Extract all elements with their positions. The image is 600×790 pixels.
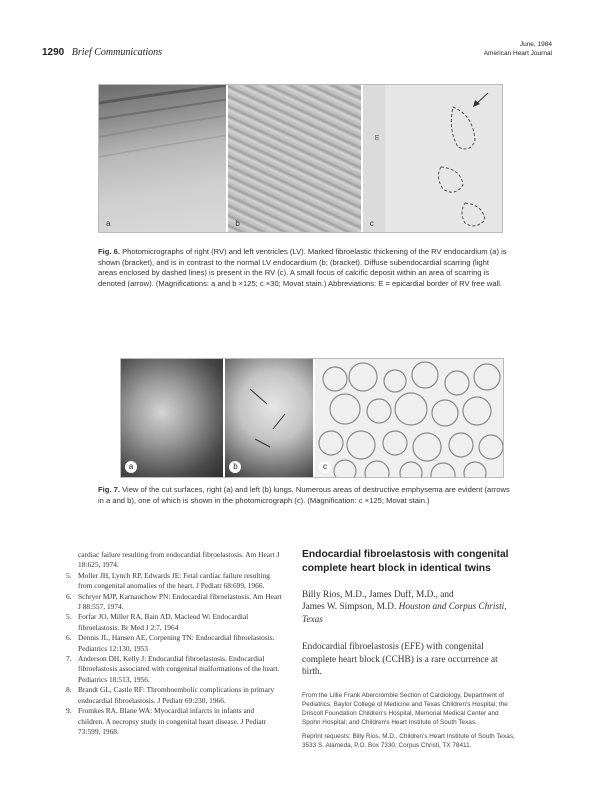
figure-6-panel-b	[228, 85, 362, 232]
running-header-right	[484, 40, 552, 58]
reprint-requests: Reprint requests: Billy Rios, M.D., Children's Heart Institute of South Texas, 3533 S. Alameda, P.O. Box 7330, Corpus Christi, TX 78411.	[302, 733, 515, 749]
figure-7-label-b: b	[229, 461, 241, 473]
figure-7-caption-text: View of the cut surfaces, right (a) and left (b) lungs. Numerous areas of destructive emphysema are evident (arrows in a and b), one of which is shown in the photomicrograph (c). (Magnification: c ×125; Movat stain.)	[98, 485, 510, 505]
figure-7-caption-label: Fig. 7.	[98, 485, 120, 494]
alveolar-network	[315, 359, 503, 477]
running-header-left	[42, 47, 162, 58]
author-location: Houston and Corpus Christi, Texas	[302, 602, 507, 625]
journal-name: American Heart Journal	[483, 50, 552, 57]
figure-7-label-a: a	[125, 461, 137, 473]
endocardium-texture-a	[99, 85, 228, 232]
figure-6-label-c: c	[369, 219, 374, 228]
page-number: 1290	[42, 47, 65, 58]
author-line-2: James W. Simpson, M.D.	[302, 602, 397, 613]
figure-7-panel-a	[121, 359, 225, 477]
figure-7-caption	[98, 485, 510, 506]
issue-date: June, 1984	[519, 41, 552, 48]
figure-7-panel-b	[225, 359, 315, 477]
figure-6-panel-c	[363, 85, 502, 232]
figure-7-lung-sections	[120, 358, 504, 478]
figure-6-label-b: b	[235, 219, 240, 228]
reference-item: 8. Brandt GL, Castle RF: Thromboembolic complications in primary endocardial fibroelastosis. J Pediatr 69:230, 1966.	[66, 685, 275, 705]
reference-item: 6. Schryer MJP, Karnauchow PN: Endocardial fibroelastosis. Am Heart J 88:557, 1974.	[66, 591, 282, 612]
author-line-1: Billy Rios, M.D., James Duff, M.D., and	[302, 590, 454, 600]
epicardial-border-label: E	[374, 135, 380, 142]
figure-6-panel-a	[99, 85, 228, 232]
figure-6-label-a: a	[106, 219, 111, 228]
figure-6-photomicrographs	[98, 84, 503, 233]
figure-7-panel-c	[315, 359, 503, 477]
emphysema-arrows	[225, 359, 315, 477]
article-authors	[302, 589, 517, 626]
reference-item: 6. Dennis JL, Hansen AE, Corpening TN: Endocardial fibroelastosis. Pediatrics 12:130, 1953	[66, 633, 275, 653]
reference-item: 5. Moller JH, Lynch RP, Edwards JE: Fetal cardiac failure resulting from congenital anomalies of the heart. J Pediatr 68:699, 1966.	[66, 570, 270, 591]
reference-item: cardiac failure resulting from endocardial fibroelastosis. Am Heart J 18:625, 1974.	[78, 550, 280, 570]
figure-7-label-c: c	[319, 461, 331, 473]
section-title: Brief Communications	[71, 47, 163, 58]
figure-6-caption-label: Fig. 6.	[98, 247, 120, 256]
article-title: Endocardial fibroelastosis with congenital complete heart block in identical twins	[302, 549, 509, 574]
reference-list	[66, 550, 282, 737]
reference-item: 7. Anderson DH, Kelly J: Endocardial fibroelastosis. Endocardial fibroelastosis associated with congenital malformations of the heart. Pediatrics 18:513, 1956.	[66, 654, 280, 684]
figure-6-caption-text: Photomicrographs of right (RV) and left ventricles (LV). Marked fibroelastic thickening of the RV endocardium (a) is shown (bracket), and is in contrast to the normal LV endocardium (b; (bracket). Diffuse subendocardial scarring (light areas enclosed by dashed lines) is present in the RV (c). A small focus of calcific deposit within an area of scarring is denoted (arrow). (Magnifications: a and b ×125; c ×30; Movat stain.) Abbreviations: E = epicardial border of RV free wall.	[98, 247, 507, 288]
reference-item: 5. Forfar JO, Miller RA, Bain AD, Macleod W: Endocardial fibroelastosis. Br Med J 2:7, 1964	[66, 612, 249, 632]
article-block	[302, 548, 517, 750]
figure-6-caption	[98, 247, 510, 289]
article-body: Endocardial fibroelastosis (EFE) with congenital complete heart block (CCHB) is a rare occurrence at birth.	[302, 642, 498, 678]
article-affiliation: From the Lillie Frank Abercrombie Section of Cardiology, Department of Pediatrics, Baylor College of Medicine and Texas Children's Hospital; the Driscoll Foundation Children's Hospital, Memorial Medical Center and Spohn Hospital; and Children's Heart Institute of South Texas.	[302, 692, 508, 726]
reference-item: 9. Fromkes RA, Blane WA: Myocardial infarcts in infants and children. A necropsy study in congenital heart disease. J Pediatr 73:599, 1968.	[66, 706, 267, 736]
scarring-outlines	[363, 85, 502, 232]
